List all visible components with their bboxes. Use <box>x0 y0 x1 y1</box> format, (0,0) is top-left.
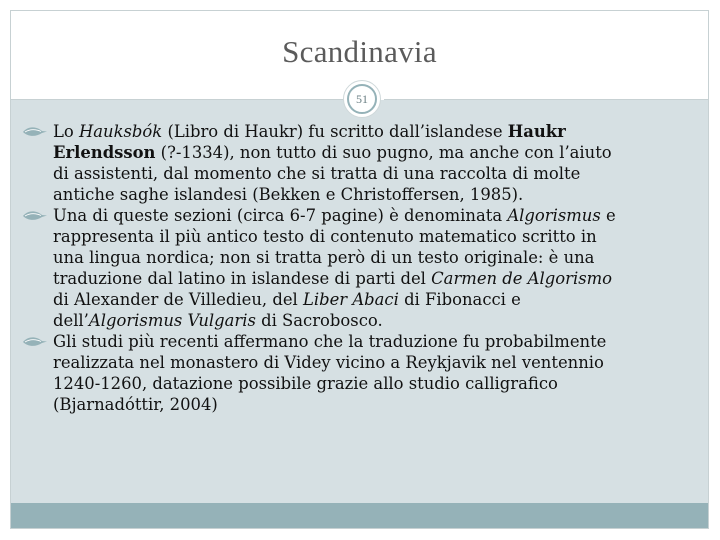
text-run: Lo <box>53 122 79 141</box>
text-run: realizzata nel monastero di Videy vicino a Reykjavik nel ventennio <box>53 353 604 372</box>
bullet-text-line <box>53 373 698 394</box>
text-run: una lingua nordica; non si tratta però di un testo originale: è una <box>53 248 595 267</box>
bullet-item <box>22 121 698 205</box>
text-run: e <box>600 206 616 225</box>
bullet-text-line <box>53 142 698 163</box>
leaf-arrow-bullet-icon <box>22 125 48 138</box>
bullet-text-line <box>53 310 698 331</box>
italic-text: Algorismus <box>507 206 601 225</box>
leaf-arrow-bullet-icon <box>22 335 48 348</box>
bullet-text-line <box>53 184 698 205</box>
italic-text: Carmen de Algorismo <box>431 269 613 288</box>
bullet-text-line <box>53 289 698 310</box>
text-run: antiche saghe islandesi (Bekken e Christoffersen, 1985). <box>53 185 524 204</box>
text-run: traduzione dal latino in islandese di parti del <box>53 269 432 288</box>
text-run: Gli studi più recenti affermano che la traduzione fu probabilmente <box>53 332 607 351</box>
bullet-text-line <box>53 394 698 415</box>
italic-text: Hauksbók <box>78 122 163 141</box>
title-divider-right <box>384 99 708 100</box>
bullet-text-line <box>53 121 698 142</box>
text-run: rappresenta il più antico testo di contenuto matematico scritto in <box>53 227 597 246</box>
bullet-text-line <box>53 268 698 289</box>
text-run: dell’ <box>53 311 89 330</box>
bold-text: Erlendsson <box>53 143 156 162</box>
text-run: (?-1334), non tutto di suo pugno, ma anche con l’aiuto <box>155 143 612 162</box>
bullet-text-line <box>53 226 698 247</box>
page-number-badge <box>343 80 381 118</box>
bold-text: Haukr <box>507 122 566 141</box>
footer-bar <box>11 503 708 528</box>
page-number: 51 <box>347 84 377 114</box>
slide-title: Scandinavia <box>282 34 437 69</box>
italic-text: Liber Abaci <box>302 290 399 309</box>
bullet-item <box>22 331 698 415</box>
bullet-text-line <box>53 205 698 226</box>
text-run: di Sacrobosco. <box>255 311 383 330</box>
text-run: (Libro di Haukr) fu scritto dall’islandese <box>162 122 508 141</box>
bullet-item <box>22 205 698 331</box>
text-run: Una di queste sezioni (circa 6-7 pagine) è denominata <box>53 206 508 225</box>
bullet-text-line <box>53 352 698 373</box>
text-run: (Bjarnadóttir, 2004) <box>53 395 218 414</box>
bullet-text-line <box>53 163 698 184</box>
bullet-text-line <box>53 331 698 352</box>
text-run: 1240-1260, datazione possibile grazie allo studio calligrafico <box>53 374 558 393</box>
text-run: di Alexander de Villedieu, del <box>53 290 303 309</box>
title-divider-left <box>11 99 344 100</box>
leaf-arrow-bullet-icon <box>22 209 48 222</box>
text-run: di assistenti, dal momento che si tratta di una raccolta di molte <box>53 164 581 183</box>
text-run: di Fibonacci e <box>398 290 521 309</box>
bullet-text-line <box>53 247 698 268</box>
bullet-list <box>22 121 698 415</box>
italic-text: Algorismus Vulgaris <box>88 311 256 330</box>
